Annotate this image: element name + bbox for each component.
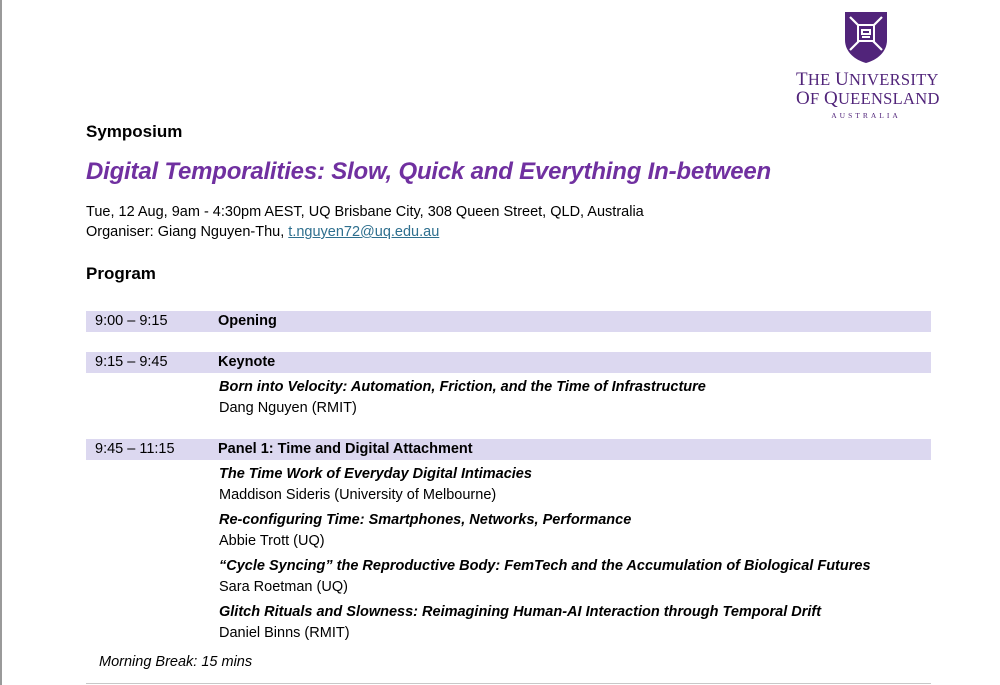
talk-title: Glitch Rituals and Slowness: Reimagining Human-AI Interaction through Temporal Drift bbox=[219, 604, 822, 620]
organiser-line bbox=[86, 222, 644, 242]
session-time: 9:45 – 11:15 bbox=[95, 441, 175, 457]
talk-speaker: Dang Nguyen (RMIT) bbox=[219, 400, 357, 416]
program-heading: Program bbox=[86, 264, 156, 283]
logo-country: AUSTRALIA bbox=[831, 111, 901, 120]
organiser-label: Organiser: Giang Nguyen-Thu, bbox=[86, 224, 289, 240]
page-edge bbox=[0, 0, 2, 685]
university-logo bbox=[796, 10, 940, 120]
session-time: 9:15 – 9:45 bbox=[95, 354, 168, 370]
session-band-opening bbox=[86, 311, 931, 332]
talk-title: The Time Work of Everyday Digital Intimacies bbox=[219, 466, 532, 482]
organiser-email-link[interactable]: t.nguyen72@uq.edu.au bbox=[288, 224, 440, 240]
session-label: Opening bbox=[218, 313, 277, 329]
talk-title: “Cycle Syncing” the Reproductive Body: FemTech and the Accumulation of Biological Futures bbox=[219, 558, 871, 574]
event-type-label: Symposium bbox=[86, 122, 183, 141]
logo-line-1: THE UNIVERSITY bbox=[796, 69, 939, 90]
university-crest-icon bbox=[843, 10, 889, 64]
session-band-panel-1 bbox=[86, 439, 931, 460]
talk-item bbox=[219, 464, 532, 506]
session-label: Panel 1: Time and Digital Attachment bbox=[218, 441, 473, 457]
session-label: Keynote bbox=[218, 354, 276, 370]
break-note: Morning Break: 15 mins bbox=[99, 654, 253, 670]
talk-item bbox=[219, 602, 821, 644]
logo-line-2: OF QUEENSLAND bbox=[796, 88, 940, 109]
talk-title: Re-configuring Time: Smartphones, Networks, Performance bbox=[219, 512, 632, 528]
talk-item bbox=[219, 556, 871, 598]
talk-speaker: Daniel Binns (RMIT) bbox=[219, 625, 350, 641]
talk-item bbox=[219, 510, 631, 552]
talk-title: Born into Velocity: Automation, Friction, and the Time of Infrastructure bbox=[219, 379, 706, 395]
session-time: 9:00 – 9:15 bbox=[95, 313, 168, 329]
talk-speaker: Sara Roetman (UQ) bbox=[219, 579, 348, 595]
date-location: Tue, 12 Aug, 9am - 4:30pm AEST, UQ Brisbane City, 308 Queen Street, QLD, Australia bbox=[86, 204, 644, 220]
divider bbox=[86, 683, 931, 684]
event-details bbox=[86, 202, 644, 242]
event-title: Digital Temporalities: Slow, Quick and Everything In-between bbox=[86, 158, 772, 185]
talk-item bbox=[219, 377, 706, 419]
talk-speaker: Abbie Trott (UQ) bbox=[219, 533, 325, 549]
talk-speaker: Maddison Sideris (University of Melbourne) bbox=[219, 487, 497, 503]
session-band-keynote bbox=[86, 352, 931, 373]
